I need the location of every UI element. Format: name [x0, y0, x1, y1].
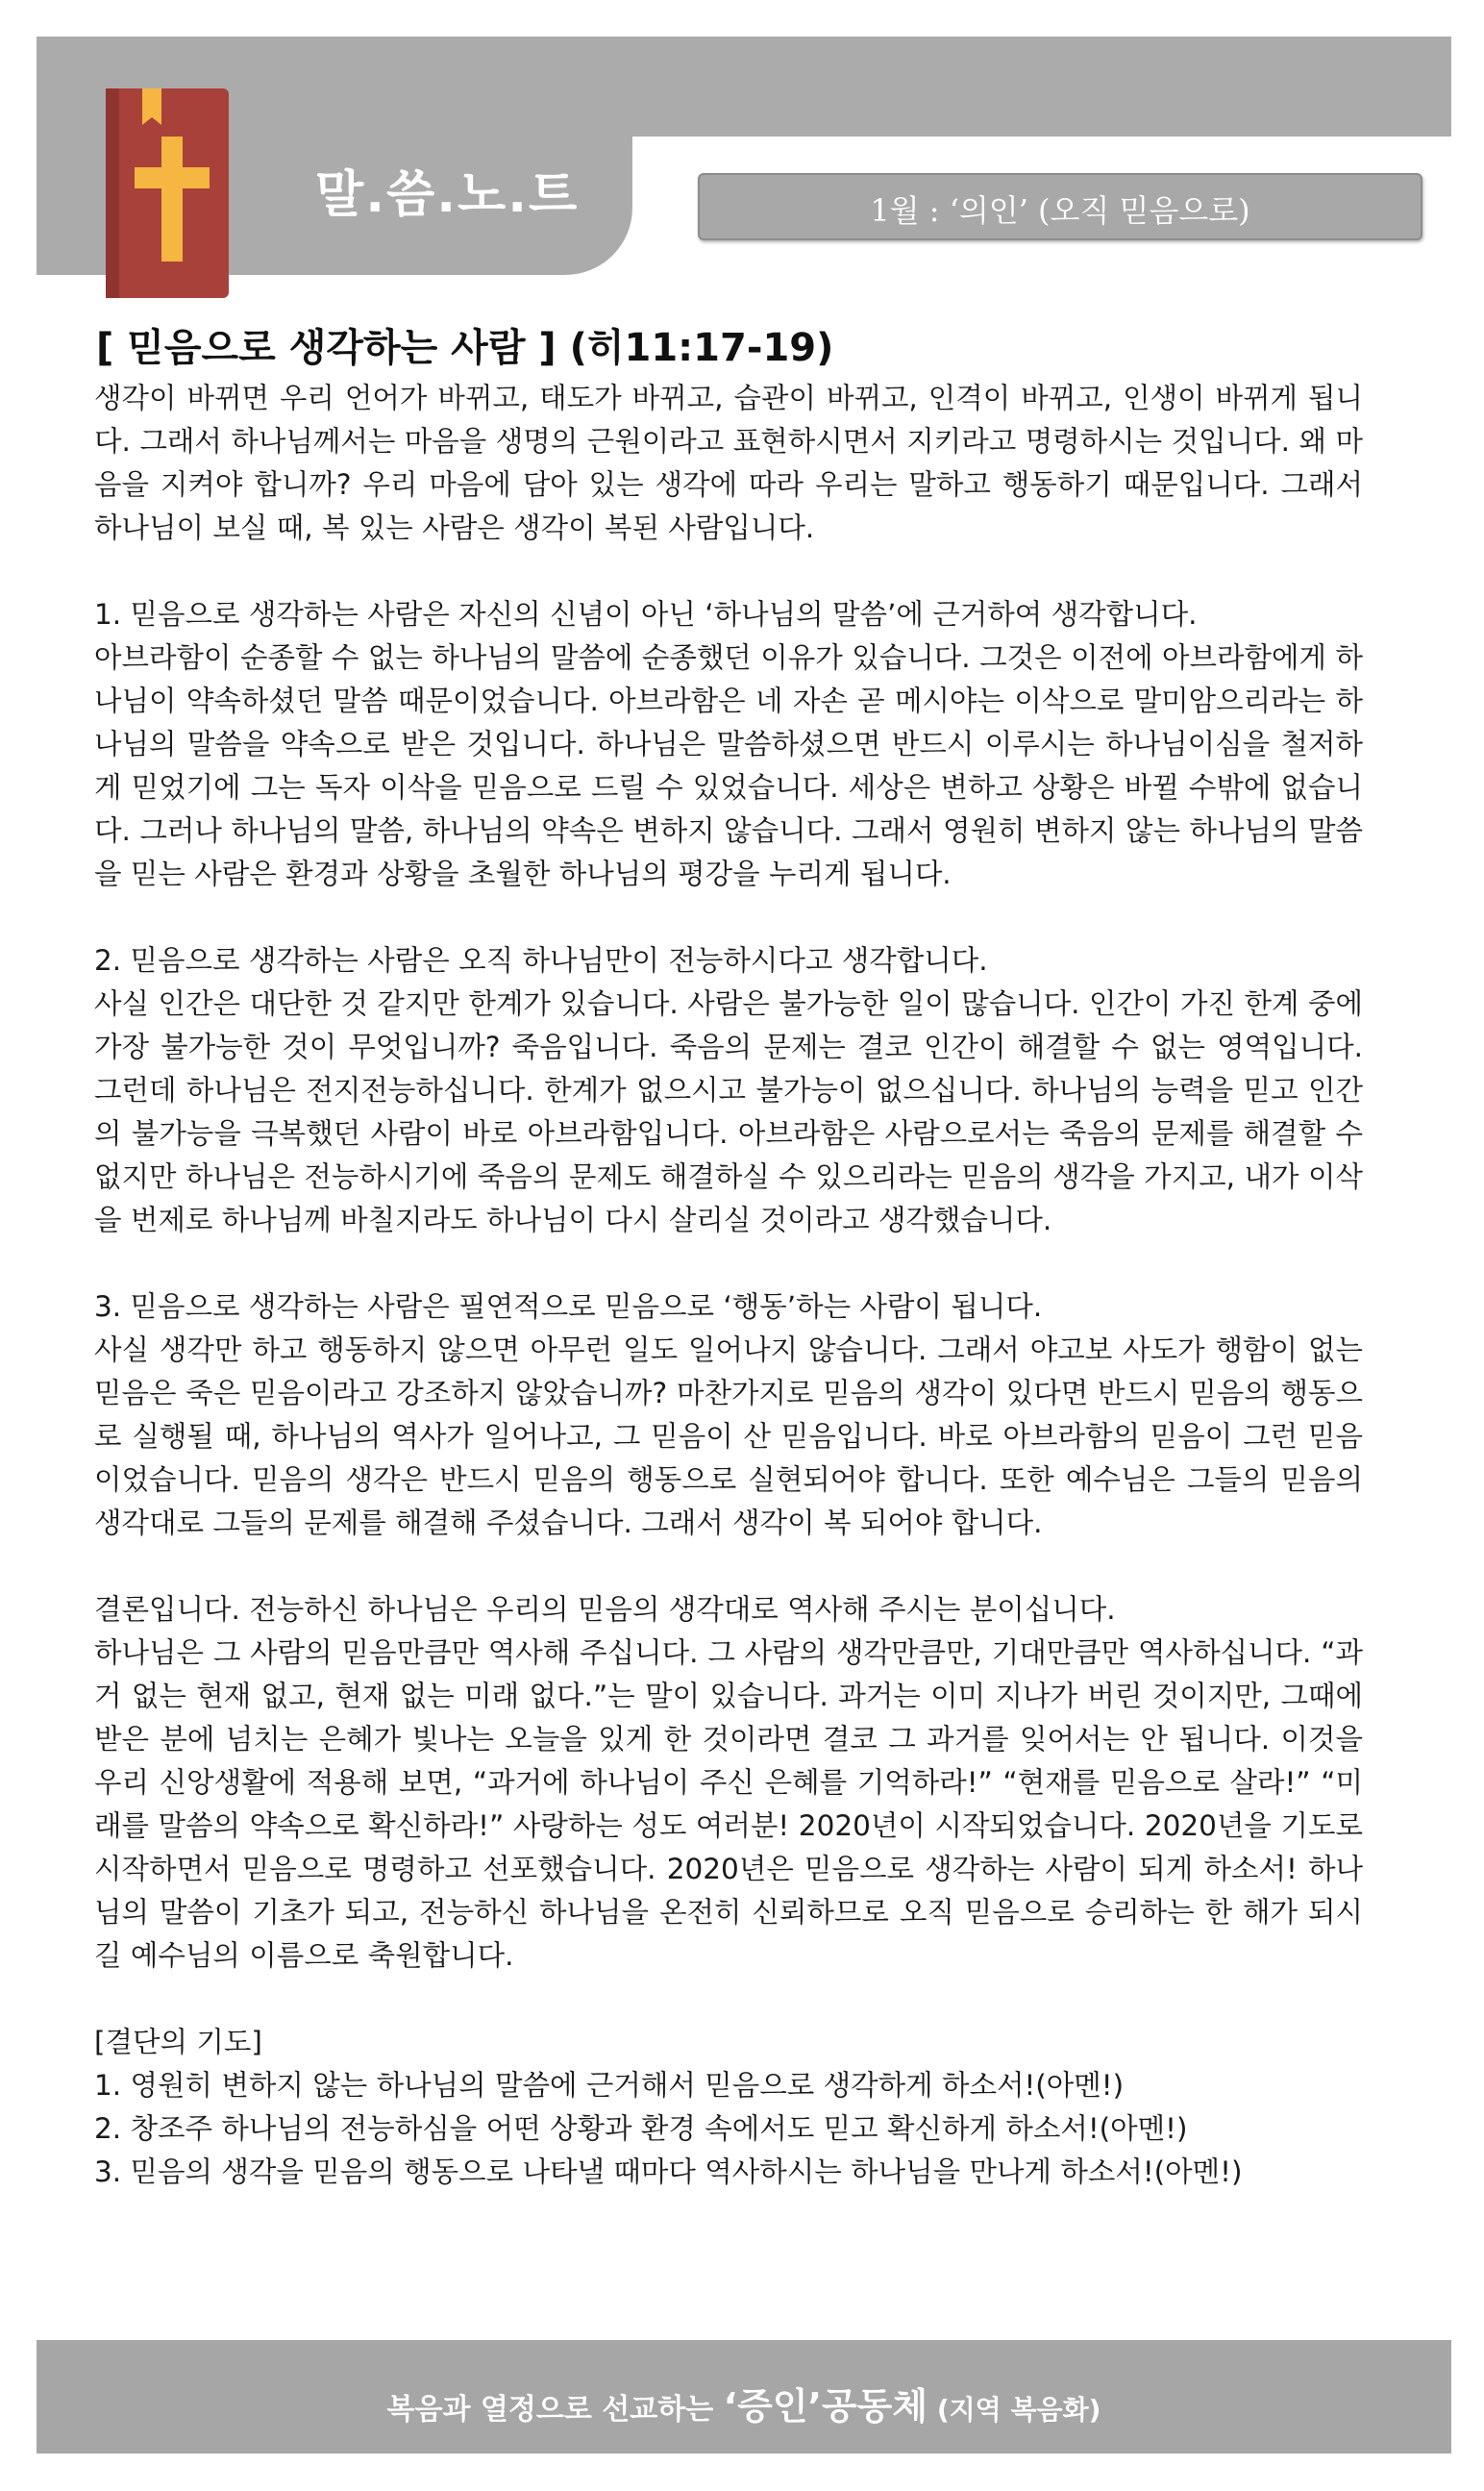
footer-suffix: (지역 복음화) [928, 2394, 1101, 2426]
prayer-item: 2. 창조주 하나님의 전능하심을 어떤 상황과 환경 속에서도 믿고 확신하게 하소서!(아멘!) [94, 2112, 1188, 2145]
prayer-item: 1. 영원히 변하지 않는 하나님의 말씀에 근거해서 믿음으로 생각하게 하소서!(아멘!) [94, 2069, 1125, 2102]
point-1-body: 아브라함이 순종할 수 없는 하나님의 말씀에 순종했던 이유가 있습니다. 그것은 이전에 아브라함에게 하나님이 약속하셨던 말씀 때문이었습니다. 아브라함은 네 자손 곧 메시야는 이삭으로 말미암으리라는 하나님의 말씀을 약속으로 받은 것입니다. 하나님은 말씀하셨으면 반드시 이루시는 하나님이심을 철저하게 믿었기에 그는 독자 이삭을 믿음으로 드릴 수 있었습니다. 세상은 변하고 상황은 바뀔 수밖에 없습니다. 그러나 하나님의 말씀, 하나님의 약속은 변하지 않습니다. 그래서 영원히 변하지 않는 하나님의 말씀을 믿는 사람은 환경과 상황을 초월한 하나님의 평강을 누리게 됩니다. [94, 641, 1363, 890]
sermon-body [94, 377, 1363, 2194]
month-theme-box [698, 173, 1422, 240]
bible-cross-icon [106, 88, 229, 298]
footer-prefix: 복음과 열정으로 선교하는 [386, 2393, 724, 2427]
conclusion-heading: 결론입니다. 전능하신 하나님은 우리의 믿음의 생각대로 역사해 주시는 분이십니다. [94, 1593, 1116, 1626]
footer-band [37, 2340, 1451, 2454]
point-2-heading: 2. 믿음으로 생각하는 사람은 오직 하나님만이 전능하시다고 생각합니다. [94, 944, 988, 977]
intro-paragraph: 생각이 바뀌면 우리 언어가 바뀌고, 태도가 바뀌고, 습관이 바뀌고, 인격이 바뀌고, 인생이 바뀌게 됩니다. 그래서 하나님께서는 마음을 생명의 근원이라고 표현하시면서 지키라고 명령하시는 것입니다. 왜 마음을 지켜야 합니까? 우리 마음에 담아 있는 생각에 따라 우리는 말하고 행동하기 때문입니다. 그래서 하나님이 보실 때, 복 있는 사람은 생각이 복된 사람입니다. [94, 382, 1363, 544]
note-title: 말.씀.노.트 [315, 166, 580, 224]
conclusion-body: 하나님은 그 사람의 믿음만큼만 역사해 주십니다. 그 사람의 생각만큼만, 기대만큼만 역사하십니다. “과거 없는 현재 없고, 현재 없는 미래 없다.”는 말이 있습니다. 과거는 이미 지나가 버린 것이지만, 그때에 받은 분에 넘치는 은혜가 빛나는 오늘을 있게 한 것이라면 결코 그 과거를 잊어서는 안 됩니다. 이것을 우리 신앙생활에 적용해 보면, “과거에 하나님이 주신 은혜를 기억하라!” “현재를 믿음으로 살라!” “미래를 말씀의 약속으로 확신하라!” 사랑하는 성도 여러분! 2020년이 시작되었습니다. 2020년을 기도로 시작하면서 믿음으로 명령하고 선포했습니다. 2020년은 믿음으로 생각하는 사람이 되게 하소서! 하나님의 말씀이 기초가 되고, 전능하신 하나님을 온전히 신뢰하므로 오직 믿음으로 승리하는 한 해가 되시길 예수님의 이름으로 축원합니다. [94, 1636, 1363, 1972]
point-1-heading: 1. 믿음으로 생각하는 사람은 자신의 신념이 아닌 ‘하나님의 말씀’에 근거하여 생각합니다. [94, 598, 1198, 631]
prayer-section [94, 2021, 1363, 2194]
month-theme-label: 1월 : ‘의인’ (오직 믿음으로) [870, 192, 1250, 229]
footer-community: 공동체 [821, 2385, 928, 2428]
point-2-body: 사실 인간은 대단한 것 같지만 한계가 있습니다. 사람은 불가능한 일이 많습니다. 인간이 가진 한계 중에 가장 불가능한 것이 무엇입니까? 죽음입니다. 죽음의 문제는 결코 인간이 해결할 수 없는 영역입니다. 그런데 하나님은 전지전능하십니다. 한계가 없으시고 불가능이 없으십니다. 하나님의 능력을 믿고 인간의 불가능을 극복했던 사람이 바로 아브라함입니다. 아브라함은 사람으로서는 죽음의 문제를 해결할 수 없지만 하나님은 전능하시기에 죽음의 문제도 해결하실 수 있으리라는 믿음의 생각을 가지고, 내가 이삭을 번제로 하나님께 바칠지라도 하나님이 다시 살리실 것이라고 생각했습니다. [94, 987, 1363, 1236]
point-3-body: 사실 생각만 하고 행동하지 않으면 아무런 일도 일어나지 않습니다. 그래서 야고보 사도가 행함이 없는 믿음은 죽은 믿음이라고 강조하지 않았습니까? 마찬가지로 믿음의 생각이 있다면 반드시 믿음의 행동으로 실행될 때, 하나님의 역사가 일어나고, 그 믿음이 산 믿음입니다. 바로 아브라함의 믿음이 그런 믿음이었습니다. 믿음의 생각은 반드시 믿음의 행동으로 실현되어야 합니다. 또한 예수님은 그들의 믿음의 생각대로 그들의 문제를 해결해 주셨습니다. 그래서 생각이 복 되어야 합니다. [94, 1333, 1363, 1539]
footer-emphasis: ‘증인’ [723, 2385, 822, 2428]
prayer-item: 3. 믿음의 생각을 믿음의 행동으로 나타낼 때마다 역사하시는 하나님을 만나게 하소서!(아멘!) [94, 2155, 1243, 2188]
point-3-heading: 3. 믿음으로 생각하는 사람은 필연적으로 믿음으로 ‘행동’하는 사람이 됩니다. [94, 1290, 1043, 1323]
sermon-title: [ 믿음으로 생각하는 사람 ] (히11:17-19) [96, 326, 834, 370]
footer-slogan [37, 2377, 1451, 2429]
prayer-heading: [결단의 기도] [94, 2026, 262, 2058]
